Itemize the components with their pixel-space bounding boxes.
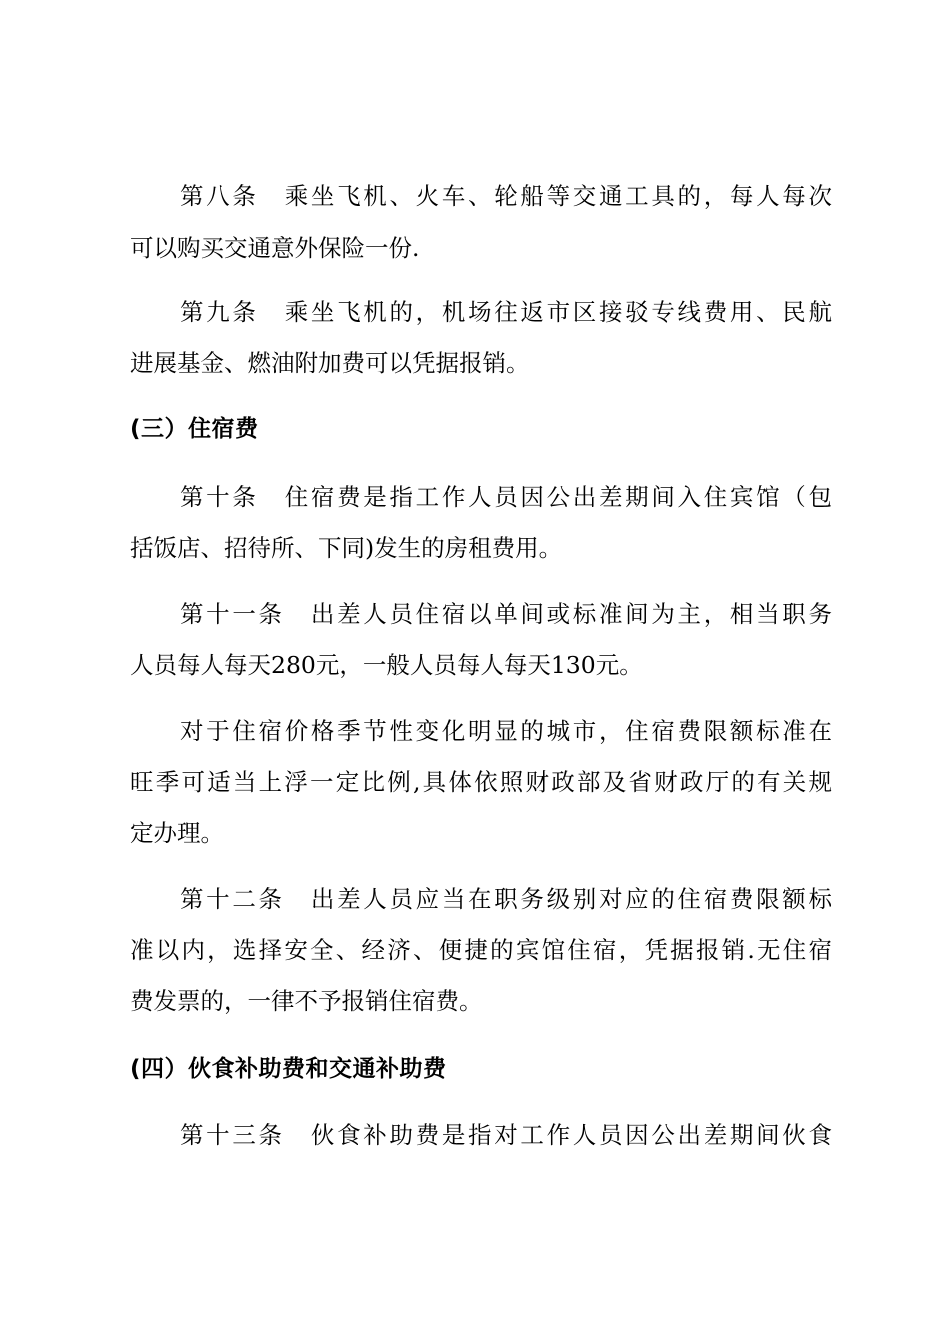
article-12-line-2: 准以内，选择安全、经济、便捷的宾馆住宿，凭据报销.无住宿 [130, 936, 832, 964]
article-10-line-1: 第十条 住宿费是指工作人员因公出差期间入住宾馆（包 [180, 483, 832, 511]
article-9-line-1: 第九条 乘坐飞机的，机场往返市区接驳专线费用、民航 [180, 298, 832, 326]
paragraph-seasonal-line-3: 定办理。 [130, 819, 224, 847]
paragraph-seasonal-line-1: 对于住宿价格季节性变化明显的城市，住宿费限额标准在 [180, 717, 832, 745]
article-11-line-1: 第十一条 出差人员住宿以单间或标准间为主，相当职务 [180, 600, 832, 628]
article-12-line-1: 第十二条 出差人员应当在职务级别对应的住宿费限额标 [180, 885, 832, 913]
article-11-line-2: 人员每人每天280元，一般人员每人每天130元。 [130, 651, 643, 679]
article-8-line-1: 第八条 乘坐飞机、火车、轮船等交通工具的，每人每次 [180, 182, 832, 210]
article-13-line-1: 第十三条 伙食补助费是指对工作人员因公出差期间伙食 [180, 1121, 832, 1149]
article-12-line-3: 费发票的，一律不予报销住宿费。 [130, 987, 483, 1015]
article-10-line-2: 括饭店、招待所、下同)发生的房租费用。 [130, 534, 563, 562]
section-heading-meal-transport-subsidy: (四）伙食补助费和交通补助费 [130, 1056, 447, 1082]
document-page [130, 0, 832, 1344]
article-8-line-2: 可以购买交通意外保险一份. [130, 234, 420, 262]
section-heading-accommodation: (三）住宿费 [130, 416, 259, 442]
article-9-line-2: 进展基金、燃油附加费可以凭据报销。 [130, 349, 530, 377]
paragraph-seasonal-line-2: 旺季可适当上浮一定比例,具体依照财政部及省财政厅的有关规 [130, 768, 832, 796]
